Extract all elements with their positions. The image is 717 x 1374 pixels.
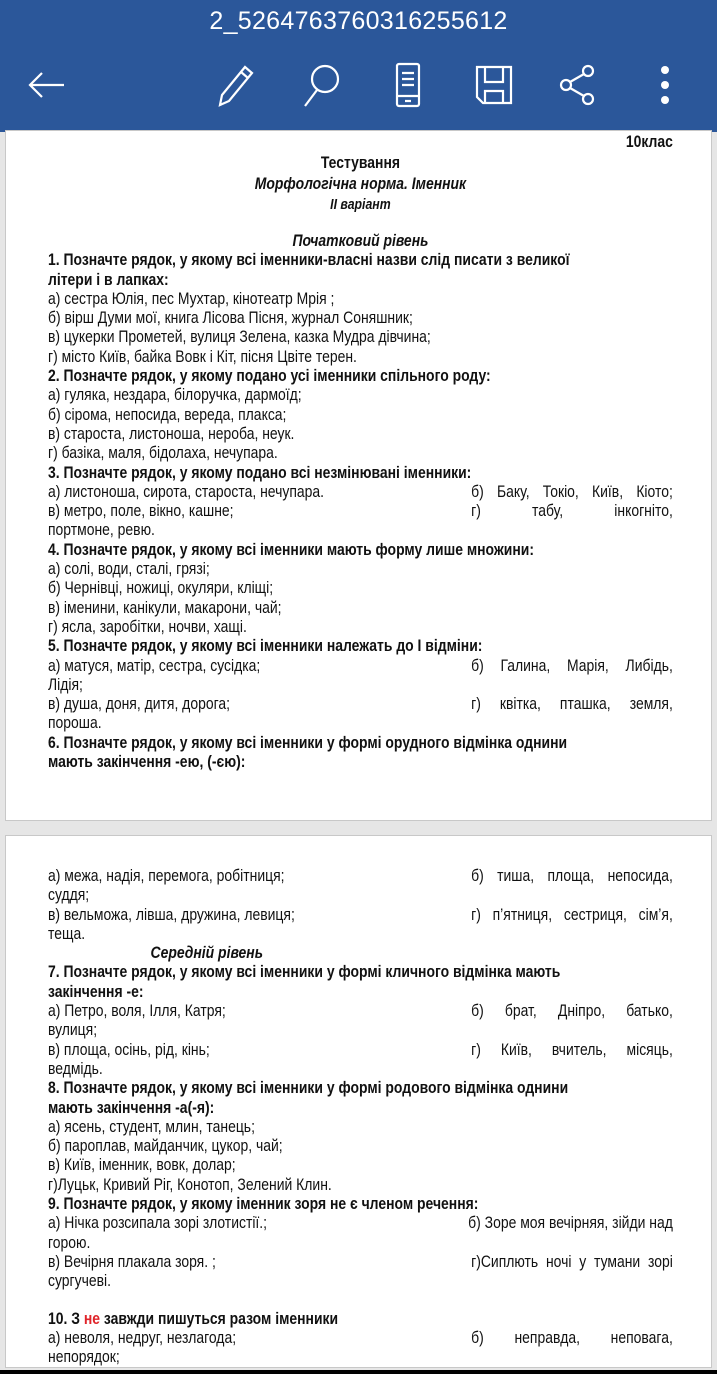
test-subtitle: Морфологічна норма. Іменник	[254, 174, 467, 193]
test-title: Тестування	[320, 153, 401, 172]
answer-option: сургучеві.	[48, 1271, 111, 1291]
answer-option: б) вірш Думи мої, книга Лісова Пісня, журнал Соняшник;	[48, 308, 413, 328]
document-page-2	[5, 835, 712, 1368]
question-text: 9. Позначте рядок, у якому іменник зоря не є членом речення:	[48, 1194, 479, 1214]
answer-option: а) гуляка, нездара, білоручка, дармоїд;	[48, 385, 302, 405]
answer-option: б) пароплав, майданчик, цукор, чай;	[48, 1136, 283, 1156]
text-run: завжди пишуться разом іменники	[100, 1308, 339, 1328]
answer-option: г) базіка, маля, бідолаха, нечупара.	[48, 443, 278, 463]
answer-option: г)Сиплють ночі у тумани зорі	[471, 1251, 673, 1271]
answer-option: горою.	[48, 1232, 91, 1252]
answer-options-line	[48, 501, 673, 520]
more-icon[interactable]	[642, 62, 688, 108]
answer-option: г) ясла, заробітки, ночви, хащі.	[48, 616, 247, 636]
page-content	[48, 131, 673, 771]
answer-option: б) брат, Дніпро, батько,	[471, 1001, 673, 1021]
answer-option: г) Київ, вчитель, місяць,	[471, 1039, 673, 1059]
answer-option: а) листоноша, сирота, староста, нечупара.	[48, 481, 325, 501]
answer-option: суддя;	[48, 885, 90, 905]
save-icon[interactable]	[471, 62, 517, 108]
answer-option: в) цукерки Прометей, вулиця Зелена, казка Мудра дівчина;	[48, 327, 431, 347]
answer-option: вулиця;	[48, 1020, 98, 1040]
question-text: 2. Позначте рядок, у якому подано усі іменники спільного роду:	[48, 366, 491, 386]
answer-option: а) межа, надія, перемога, робітниця;	[48, 866, 285, 885]
answer-option: г) табу, інкогніто,	[471, 501, 673, 521]
highlighted-word: не	[83, 1308, 101, 1328]
question-text: закінчення -е:	[48, 981, 144, 1001]
answer-option: в) староста, листоноша, нероба, неук.	[48, 423, 295, 443]
section-heading: Початковий рівень	[292, 231, 429, 250]
variant-label: II варіант	[330, 196, 391, 213]
document-title: 2_5264763760316255612	[209, 7, 508, 35]
answer-option: а) матуся, матір, сестра, сусідка;	[48, 655, 261, 675]
answer-option: б) Зоре моя вечірняя, зійди над	[468, 1213, 673, 1233]
page-content	[48, 866, 673, 1366]
answer-option: в) душа, доня, дитя, дорога;	[48, 694, 230, 714]
answer-option: в) Київ, іменник, вовк, долар;	[48, 1155, 236, 1175]
answer-option: б) Баку, Токіо, Київ, Кіото;	[471, 481, 673, 501]
question-text: 7. Позначте рядок, у якому всі іменники у формі кличного відмінка мають	[48, 962, 561, 982]
answer-option: а) Петро, воля, Ілля, Катря;	[48, 1001, 226, 1021]
answer-options-line	[48, 694, 673, 713]
answer-option: а) солі, води, сталі, грязі;	[48, 559, 210, 579]
question-text: 1. Позначте рядок, у якому всі іменники-власні назви слід писати з великої	[48, 250, 570, 270]
question-list	[48, 866, 673, 1366]
back-arrow-icon[interactable]	[23, 62, 69, 108]
question-text: мають закінчення -а(-я):	[48, 1097, 215, 1117]
section-heading: Середній рівень	[150, 943, 263, 963]
answer-options-line	[48, 1001, 673, 1020]
answer-options-line	[48, 1328, 673, 1347]
answer-option: в) метро, поле, вікно, кашне;	[48, 501, 234, 521]
answer-option: а) ясень, студент, млин, танець;	[48, 1116, 255, 1136]
question-list	[48, 250, 673, 771]
answer-option: портмоне, ревю.	[48, 520, 155, 540]
document-page-1	[5, 130, 712, 821]
spacer	[48, 215, 673, 231]
answer-option: ведмідь.	[48, 1058, 103, 1078]
answer-option: г) місто Київ, байка Вовк і Кіт, пісня Цвіте терен.	[48, 346, 357, 366]
question-text: 8. Позначте рядок, у якому всі іменники у формі родового відмінка однини	[48, 1078, 569, 1098]
answer-option: г)Луцьк, Кривий Ріг, Конотоп, Зелений Клин.	[48, 1174, 332, 1194]
answer-options-line	[48, 482, 673, 501]
answer-option: непорядок;	[48, 1347, 120, 1367]
answer-option: теща.	[48, 923, 86, 943]
answer-option: б) Галина, Марія, Либідь,	[471, 655, 673, 675]
grade-label: 10клас	[625, 132, 673, 151]
answer-options-line	[48, 1213, 673, 1232]
answer-option: б) Чернівці, ножиці, окуляри, кліщі;	[48, 578, 274, 598]
system-nav-bar	[0, 1370, 717, 1374]
answer-option: г) п’ятниця, сестриця, сім’я,	[471, 904, 673, 924]
answer-option: б) неправда, неповага,	[471, 1327, 673, 1347]
answer-option: в) Вечірня плакала зоря. ;	[48, 1251, 216, 1271]
answer-option: Лідія;	[48, 674, 83, 694]
question-text	[48, 1309, 673, 1328]
answer-options-line	[48, 905, 673, 924]
answer-options-line	[48, 866, 673, 885]
pencil-icon[interactable]	[214, 62, 260, 108]
share-icon[interactable]	[555, 62, 601, 108]
spacer	[48, 1291, 673, 1309]
answer-option: а) сестра Юлія, пес Мухтар, кінотеатр Мрія ;	[48, 288, 335, 308]
answer-option: б) тиша, площа, непосида,	[471, 866, 673, 885]
answer-option: а) неволя, недруг, незлагода;	[48, 1327, 237, 1347]
question-text: літери і в лапках:	[48, 269, 169, 289]
answer-option: б) сірома, непосида, вереда, плакса;	[48, 404, 287, 424]
answer-options-line	[48, 1040, 673, 1059]
answer-option: г) квітка, пташка, земля,	[471, 694, 673, 714]
answer-option: в) площа, осінь, рід, кінь;	[48, 1039, 210, 1059]
search-icon[interactable]	[298, 62, 344, 108]
mobile-view-icon[interactable]	[385, 62, 431, 108]
answer-option: в) іменини, канікули, макарони, чай;	[48, 597, 282, 617]
answer-option: пороша.	[48, 713, 102, 733]
answer-option: в) вельможа, лівша, дружина, левиця;	[48, 904, 295, 924]
text-run: 10. З	[48, 1308, 84, 1328]
question-text: 4. Позначте рядок, у якому всі іменники мають форму лише множини:	[48, 539, 534, 559]
question-text: 5. Позначте рядок, у якому всі іменники належать до I відміни:	[48, 636, 483, 656]
question-text: мають закінчення -ею, (-єю):	[48, 752, 246, 772]
question-text: 6. Позначте рядок, у якому всі іменники у формі орудного відмінка однини	[48, 732, 568, 752]
answer-option: а) Нічка розсипала зорі злотистії.;	[48, 1213, 268, 1233]
answer-options-line	[48, 1252, 673, 1271]
app-toolbar	[0, 0, 717, 132]
question-text: 3. Позначте рядок, у якому подано всі незмінювані іменники:	[48, 462, 472, 482]
answer-options-line	[48, 656, 673, 675]
